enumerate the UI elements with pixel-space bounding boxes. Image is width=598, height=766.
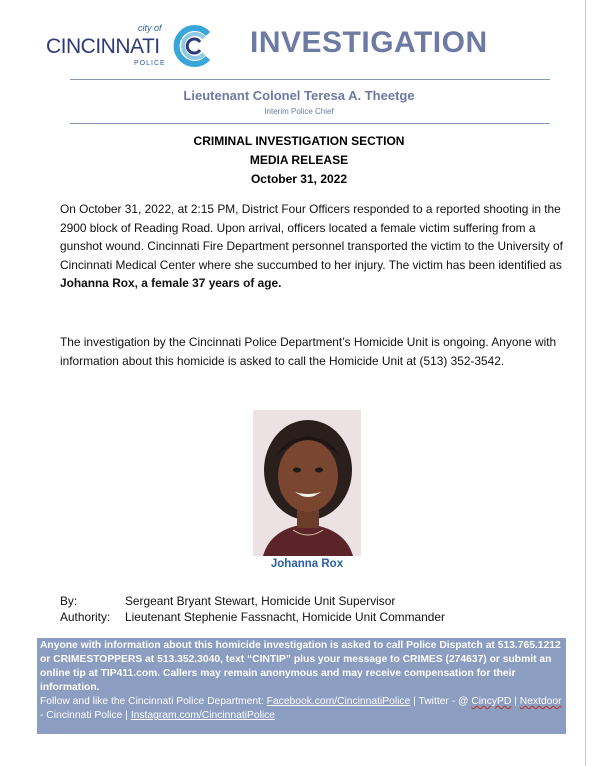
release-type: MEDIA RELEASE: [249, 153, 349, 167]
social-links: [40, 695, 563, 723]
section-heading: CRIMINAL INVESTIGATION SECTION: [193, 134, 405, 148]
victim-identification: Johanna Rox, a female 37 years of age.: [60, 276, 282, 291]
tip-info-box: [37, 638, 566, 734]
separator: | Twitter - @: [410, 696, 472, 707]
divider-bottom: [70, 123, 550, 124]
tip-info-text: Anyone with information about this homicide investigation is asked to call Police Dispatch at 513.765.1212 or CRIMESTOPPERS at 513.352.3040, text “CINTIP” plus your message to CRIMES (274637) or submit an online tip at TIP411.com. Callers may remain anonymous and may receive compensation for their information.: [40, 640, 561, 693]
nextdoor-link[interactable]: Nextdoor: [519, 696, 562, 707]
signature-label: Authority:: [60, 610, 111, 624]
photo-caption: Johanna Rox: [270, 558, 344, 570]
instagram-link[interactable]: Instagram.com/CincinnatiPolice: [130, 710, 276, 721]
separator: |: [511, 696, 520, 707]
signature-by: [60, 594, 395, 608]
chief-title: Interim Police Chief: [264, 107, 334, 116]
incident-paragraph: [60, 200, 570, 293]
release-date: October 31, 2022: [250, 172, 348, 186]
incident-text: On October 31, 2022, at 2:15 PM, District Four Officers responded to a reported shooting in the 2900 block of Reading Road. Upon arrival, officers located a female victim suffering from a gunshot wound. Cincinnati Fire Department personnel transported the victim to the University of Cincinnati Medical Center where she succumbed to her injury. The victim has been identified as: [60, 202, 563, 272]
signature-authority: [60, 610, 445, 624]
chief-name: Lieutenant Colonel Teresa A. Theetge: [183, 88, 415, 103]
facebook-link[interactable]: Facebook.com/CincinnatiPolice: [266, 696, 411, 707]
signature-label: By:: [60, 594, 78, 608]
logo-police: POLICE: [134, 60, 166, 67]
investigation-paragraph: The investigation by the Cincinnati Police Department’s Homicide Unit is ongoing. Anyone with information about this homicide is asked to call the Homicide Unit at (513) 352-3542.: [60, 335, 557, 368]
victim-photo: [253, 410, 361, 556]
cincinnati-police-logo: [46, 22, 216, 72]
logo-c-mark-icon: [168, 22, 216, 70]
page-title: INVESTIGATION: [250, 26, 488, 59]
signature-value: Sergeant Bryant Stewart, Homicide Unit Supervisor: [125, 594, 396, 608]
twitter-handle[interactable]: CincyPD: [471, 696, 512, 707]
signature-value: Lieutenant Stephenie Fassnacht, Homicide Unit Commander: [125, 610, 445, 624]
nextdoor-text: - Cincinnati Police |: [40, 710, 131, 721]
logo-city-name: CINCINNATI: [46, 35, 160, 58]
logo-city-of: city of: [138, 23, 162, 33]
follow-text: Follow and like the Cincinnati Police Department:: [40, 696, 267, 707]
divider-top: [70, 79, 550, 80]
